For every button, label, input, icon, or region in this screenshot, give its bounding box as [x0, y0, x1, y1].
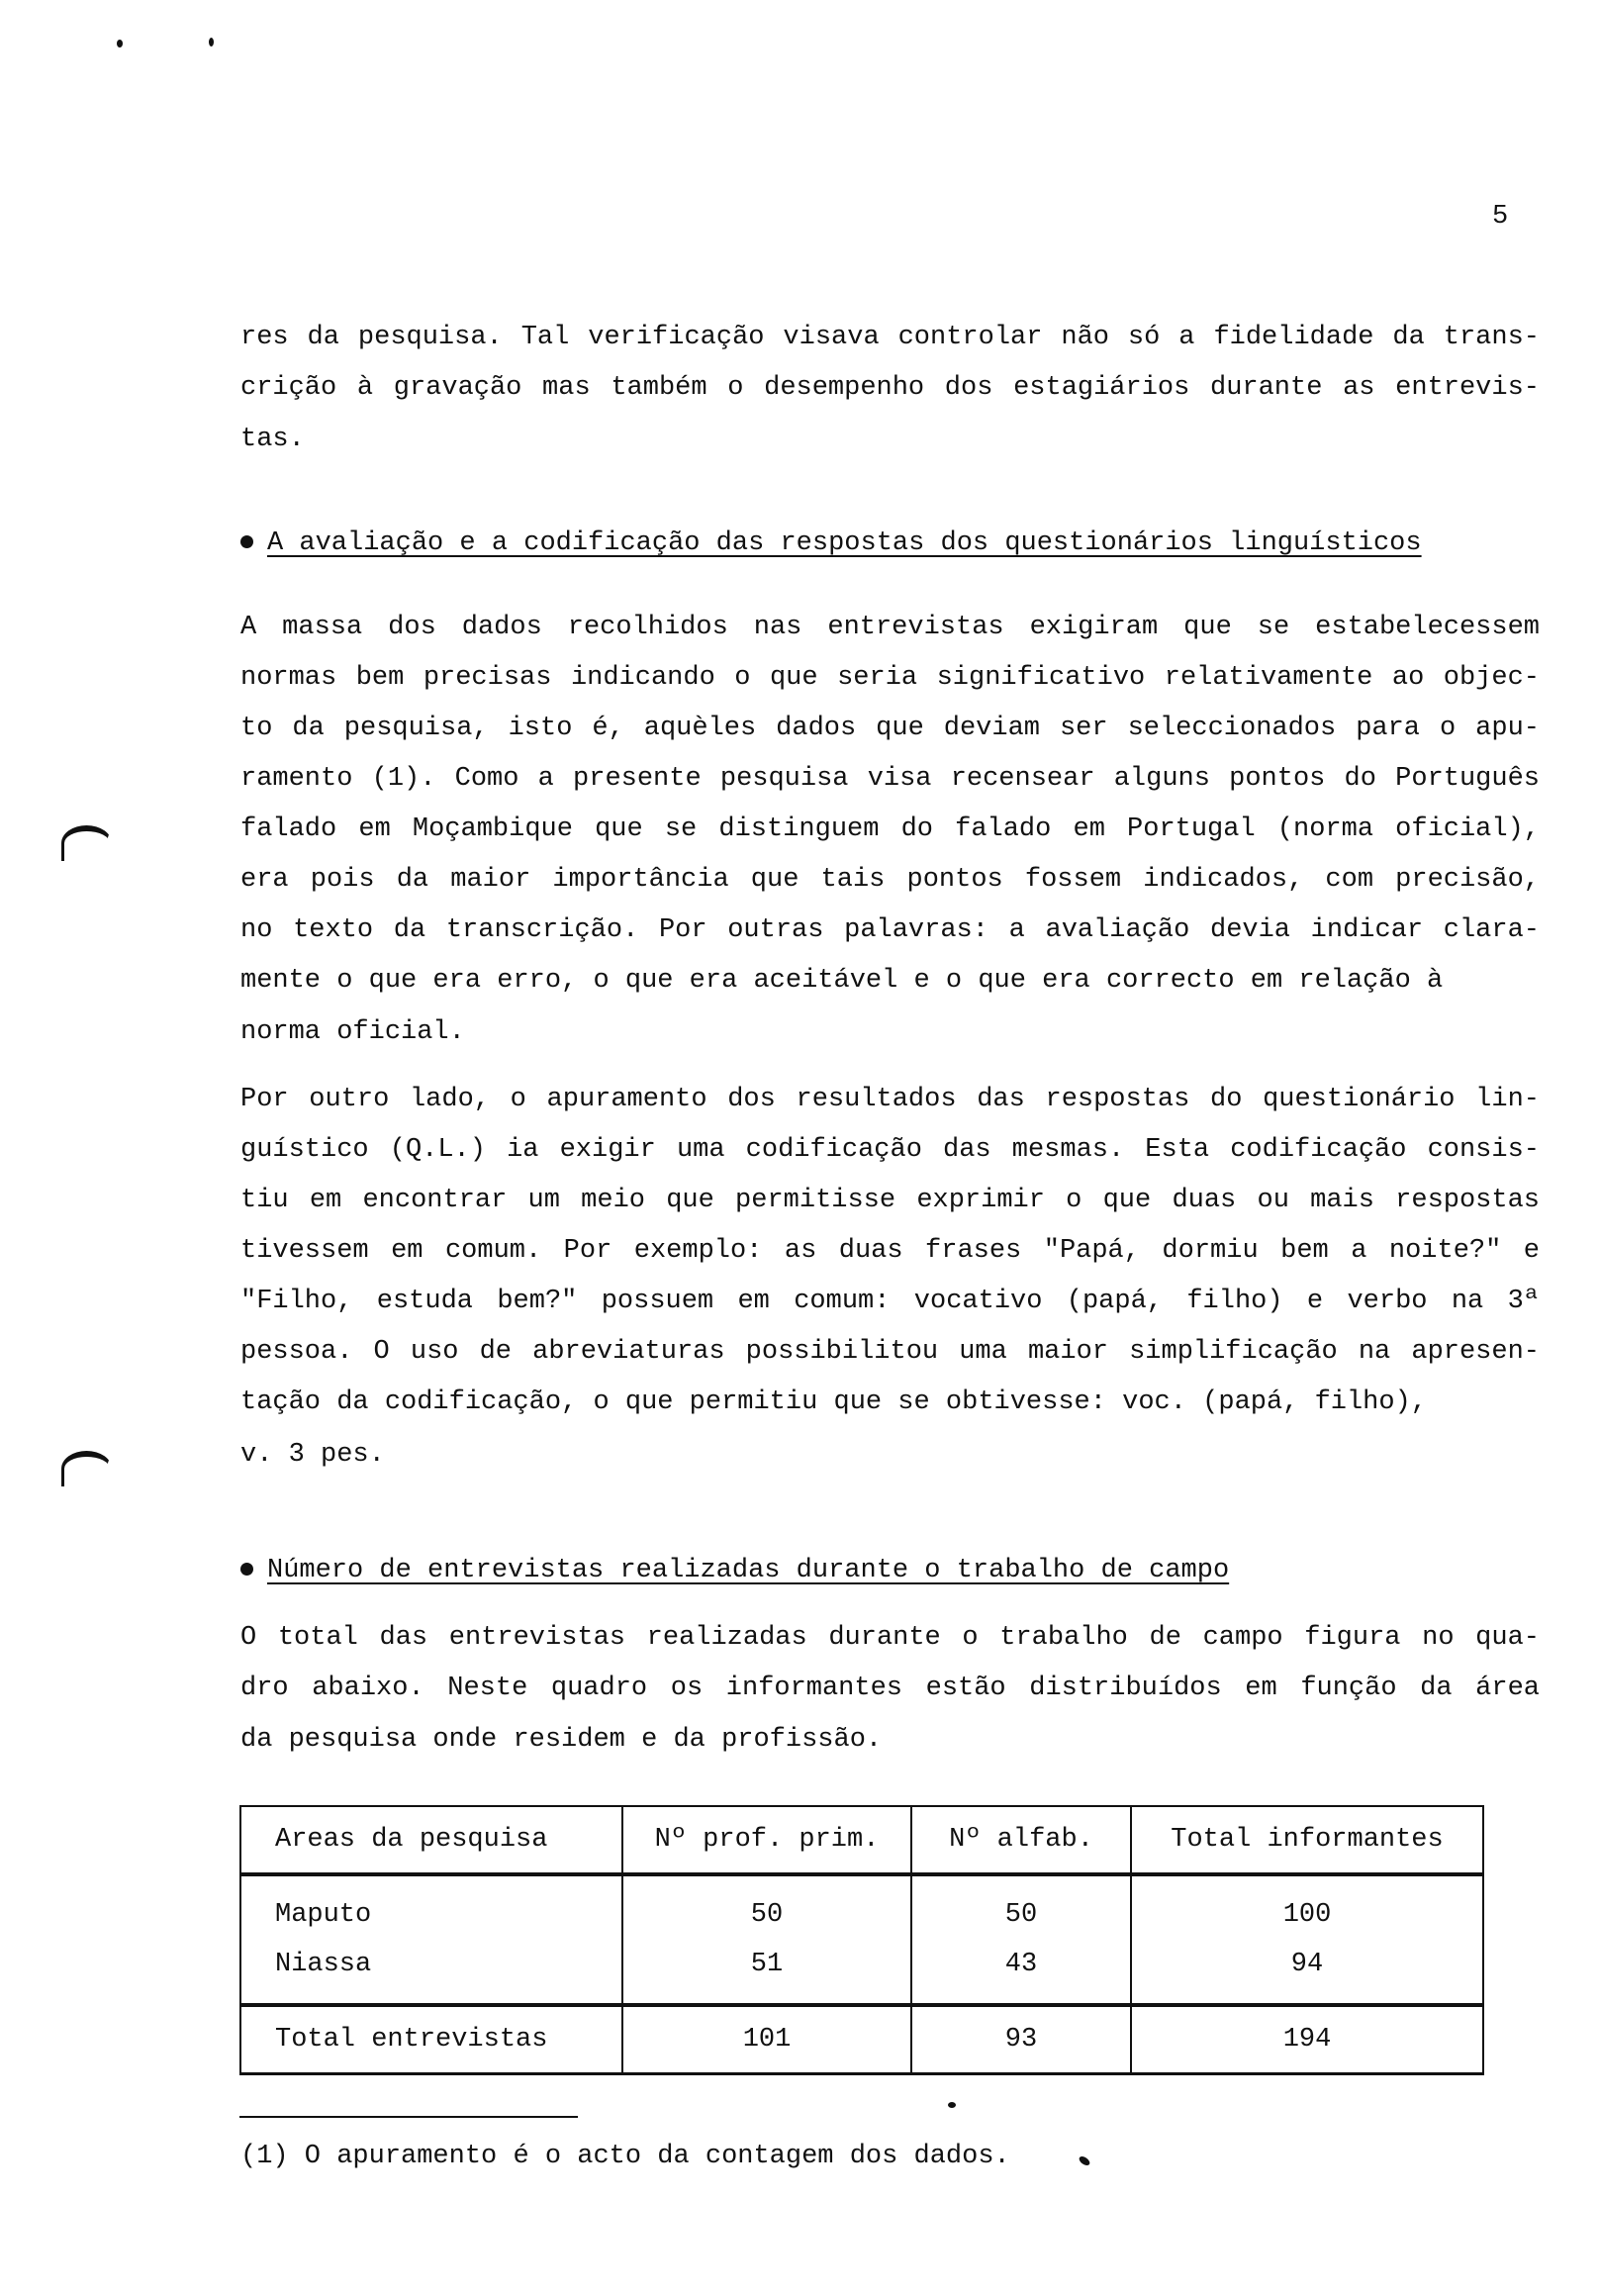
text-line: crição à gravação mas também o desempenho dos estagiários durante as entrevis- [240, 373, 1540, 403]
text-line: ramento (1). Como a presente pesquisa visa recensear alguns pontos do Português [240, 764, 1540, 794]
text-line: Por outro lado, o apuramento dos resultados das respostas do questionário lin- [240, 1085, 1540, 1114]
section-heading-2 [240, 1554, 1229, 1587]
table-cell: 101 [622, 2005, 911, 2074]
table-cell: 43 [911, 1940, 1131, 2005]
binding-hole-mark-icon [61, 825, 112, 861]
bullet-icon [240, 535, 253, 548]
text-line: dro abaixo. Neste quadro os informantes estão distribuídos em função da área [240, 1674, 1540, 1703]
speck-mark-icon [1078, 2154, 1091, 2167]
table-cell: 93 [911, 2005, 1131, 2074]
text-line: guístico (Q.L.) ia exigir uma codificação das mesmas. Esta codificação consis- [240, 1135, 1540, 1165]
text-line: tivessem em comum. Por exemplo: as duas frases "Papá, dormiu bem a noite?" e [240, 1236, 1540, 1266]
text-line: pessoa. O uso de abreviaturas possibilitou uma maior simplificação na apresen- [240, 1337, 1540, 1367]
section-heading-1 [240, 526, 1422, 560]
column-header: Areas da pesquisa [240, 1806, 622, 1874]
table-cell: 50 [911, 1874, 1131, 1940]
footnote: (1) O apuramento é o acto da contagem dos dados. [240, 2142, 1010, 2171]
table-row [240, 1940, 1483, 2005]
footnote-divider [239, 2116, 578, 2118]
text-line: mente o que era erro, o que era aceitável e o que era correcto em relação à [240, 966, 1444, 996]
table-cell: 194 [1131, 2005, 1483, 2074]
text-line: A massa dos dados recolhidos nas entrevistas exigiram que se estabelecessem [240, 613, 1540, 642]
table-cell: 100 [1131, 1874, 1483, 1940]
table-header-row [240, 1806, 1483, 1874]
text-line: no texto da transcrição. Por outras palavras: a avaliação devia indicar clara- [240, 915, 1540, 945]
text-line: normas bem precisas indicando o que seria significativo relativamente ao objec- [240, 663, 1540, 693]
bullet-icon [240, 1563, 253, 1576]
page-number: 5 [1492, 202, 1509, 232]
text-line: O total das entrevistas realizadas durante o trabalho de campo figura no qua- [240, 1623, 1540, 1653]
column-header: Total informantes [1131, 1806, 1483, 1874]
column-header: Nº prof. prim. [622, 1806, 911, 1874]
text-line: v. 3 pes. [240, 1440, 385, 1470]
interviews-table [239, 1805, 1484, 2075]
table-cell: Niassa [240, 1940, 622, 2005]
text-line: res da pesquisa. Tal verificação visava controlar não só a fidelidade da trans- [240, 323, 1540, 352]
table-cell: Maputo [240, 1874, 622, 1940]
speck-mark-icon [948, 2102, 956, 2108]
text-line: falado em Moçambique que se distinguem do falado em Portugal (norma oficial), [240, 814, 1540, 844]
text-line: da pesquisa onde residem e da profissão. [240, 1725, 883, 1755]
table-cell: Total entrevistas [240, 2005, 622, 2074]
speck-mark-icon [209, 38, 214, 47]
text-line: "Filho, estuda bem?" possuem em comum: vocativo (papá, filho) e verbo na 3ª [240, 1287, 1540, 1316]
speck-mark-icon [117, 40, 123, 48]
table-cell: 50 [622, 1874, 911, 1940]
heading-text: A avaliação e a codificação das respostas dos questionários linguísticos [267, 528, 1422, 558]
text-line: norma oficial. [240, 1017, 465, 1047]
table-row [240, 1874, 1483, 1940]
column-header: Nº alfab. [911, 1806, 1131, 1874]
text-line: tiu em encontrar um meio que permitisse exprimir o que duas ou mais respostas [240, 1186, 1540, 1215]
table-cell: 94 [1131, 1940, 1483, 2005]
text-line: to da pesquisa, isto é, aquèles dados que deviam ser seleccionados para o apu- [240, 714, 1540, 743]
binding-hole-mark-icon [61, 1451, 112, 1486]
text-line: era pois da maior importância que tais pontos fossem indicados, com precisão, [240, 865, 1540, 895]
text-line: tas. [240, 425, 305, 454]
table-total-row [240, 2005, 1483, 2074]
text-line: tação da codificação, o que permitiu que se obtivesse: voc. (papá, filho), [240, 1387, 1427, 1417]
table-cell: 51 [622, 1940, 911, 2005]
heading-text: Número de entrevistas realizadas durante o trabalho de campo [267, 1556, 1230, 1585]
